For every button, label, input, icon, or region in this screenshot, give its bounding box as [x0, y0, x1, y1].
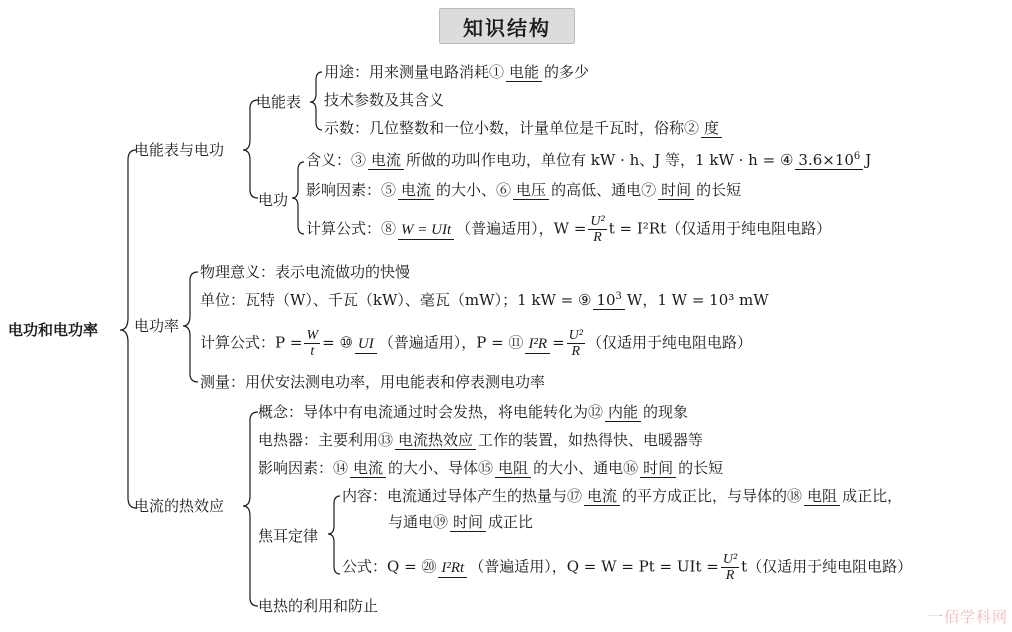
fraction-u2-over-r: $\frac{\text{U²}}{R}$: [722, 552, 738, 583]
b3-brace: [243, 412, 258, 606]
fraction-w-over-t: $\frac{W}{t}$: [306, 328, 319, 359]
heat-factor-line: 影响因素：⑭ 电流 的大小、导体⑮ 电阻 的大小、通电⑯ 时间 的长短: [258, 459, 724, 477]
blank-13: 电流热效应: [395, 431, 476, 450]
joule-content-line: 内容：电流通过导体产生的热量与⑰ 电流 的平方成正比，与导体的⑱ 电阻 成正比，: [342, 487, 903, 505]
heat-concept-line: 概念：导体中有电流通过时会发热，将电能转化为⑫ 内能 的现象: [258, 403, 689, 421]
blank-17: 电流: [584, 487, 620, 506]
b1-brace: [243, 100, 258, 198]
blank-6: 电压: [513, 181, 549, 200]
meter-reading-line: 示数：几位整数和一位小数，计量单位是千瓦时，俗称② 度: [324, 118, 724, 138]
blank-2: 度: [701, 119, 722, 138]
meter-brace: [310, 72, 322, 130]
electric-meter-label: 电能表: [256, 93, 302, 111]
blank-4: $3.6\times 10^6$: [795, 151, 863, 170]
power-unit-line: 单位：瓦特（W）、千瓦（kW）、毫瓦（mW）；1 kW = ⑨ $10^3$ W，1 W = 10³ mW: [200, 291, 769, 309]
blank-14: 电流: [350, 459, 386, 478]
blank-1: 电能: [506, 63, 542, 82]
branch-electric-power: 电功率: [134, 317, 180, 335]
heater-line: 电热器：主要利用⑬ 电流热效应 工作的装置，如热得快、电暖器等: [258, 431, 704, 449]
power-measure-line: 测量：用伏安法测电功率，用电能表和停表测电功率: [200, 373, 546, 391]
power-formula-line: 计算公式：P = $\frac{W}{t}$ = ⑩ UI （普遍适用），P = ⑪ I²R = $\frac{\text{U²}}{R}$ （仅适用于纯电阻电路）: [200, 328, 752, 359]
root-label: 电功和电功率: [8, 321, 99, 339]
work-definition-line: 含义：③ 电流 所做的功叫作电功，单位有 kW · h、J 等，1 kW · h = ④ $3.6\times 10^6$ J: [306, 151, 872, 169]
blank-10: UI: [355, 335, 377, 354]
work-factor-line: 影响因素：⑤ 电流 的大小、⑥ 电压 的高低、通电⑦ 时间 的长短: [306, 181, 742, 199]
fraction-u2-over-r: $\frac{\text{U²}}{R}$: [568, 328, 583, 359]
b2-brace: [183, 272, 198, 382]
branch-electric-meter-and-work: 电能表与电功: [134, 141, 225, 159]
blank-20: I²Rt: [438, 559, 467, 578]
blank-5: 电流: [398, 181, 434, 200]
blank-9: $10^3$: [593, 291, 624, 310]
blank-11: I²R: [525, 335, 550, 354]
blank-16: 时间: [640, 459, 676, 478]
blank-15: 电阻: [495, 459, 531, 478]
watermark: 一佰学科网: [928, 608, 1009, 626]
work-formula-line: 计算公式：⑧ W = UIt （普遍适用），W = $\frac{\text{U²}}{R}$ t = I²Rt（仅适用于纯电阻电路）: [306, 214, 832, 245]
fraction-u2-over-r: $\frac{\text{U²}}{R}$: [590, 214, 605, 245]
joule-formula-line: 公式：Q = ⑳ I²Rt （普遍适用），Q = W = Pt = UIt = $\frac{\text{U²}}{R}$ t（仅适用于纯电阻电路）: [342, 552, 913, 583]
blank-19: 时间: [450, 513, 486, 532]
blank-12: 内能: [605, 403, 641, 422]
blank-8: W = UIt: [398, 221, 454, 240]
joule-content-line-2: 与通电⑲ 时间 成正比: [388, 513, 534, 531]
electric-work-label: 电功: [258, 191, 289, 209]
page-title: 知识结构: [439, 8, 575, 44]
blank-7: 时间: [658, 181, 694, 200]
power-meaning-line: 物理意义：表示电流做功的快慢: [200, 263, 411, 281]
joule-brace: [328, 496, 340, 574]
branch-heat-effect: 电流的热效应: [134, 497, 225, 515]
heat-usage-line: 电热的利用和防止: [258, 597, 379, 615]
meter-params-line: 技术参数及其含义: [324, 91, 445, 109]
joule-law-label: 焦耳定律: [258, 527, 319, 545]
blank-3: 电流: [368, 151, 404, 170]
meter-use-line: 用途：用来测量电路消耗① 电能 的多少: [324, 63, 590, 81]
blank-18: 电阻: [804, 487, 840, 506]
work-brace: [292, 162, 304, 234]
